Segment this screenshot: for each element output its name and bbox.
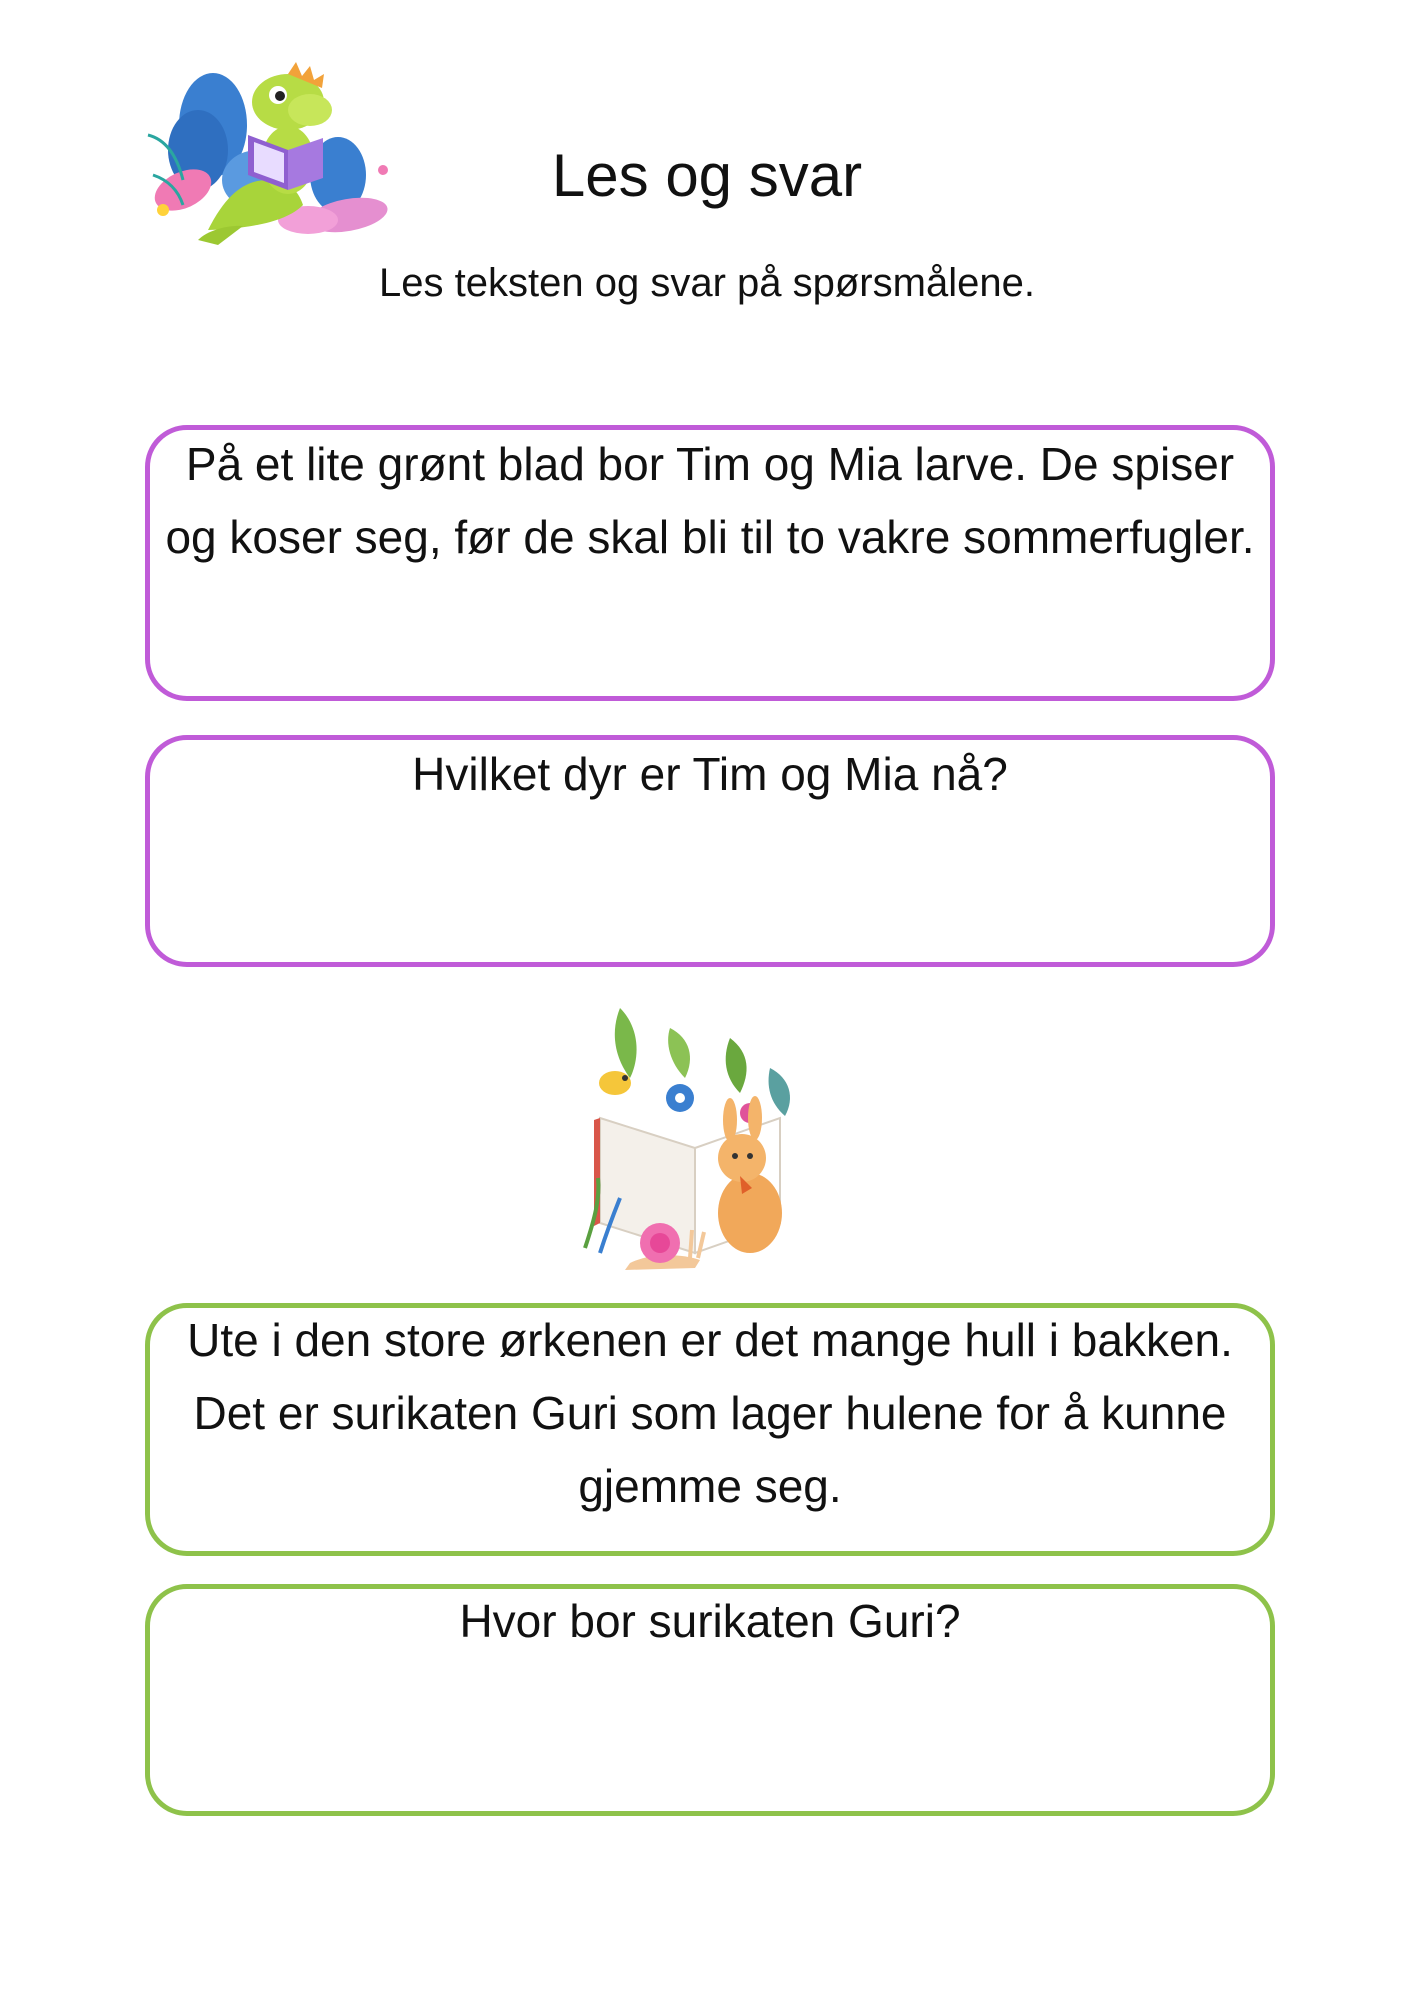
story-text-1: På et lite grønt blad bor Tim og Mia larve. De spiser og koser seg, før de skal bli til to vakre sommerfugler. (165, 438, 1255, 563)
story-box-1 (145, 425, 1275, 701)
bunny-snail-book-icon (580, 998, 830, 1278)
story-box-2 (145, 1303, 1275, 1556)
answer-box-2[interactable] (145, 1584, 1275, 1816)
answer-box-1[interactable] (145, 735, 1275, 967)
question-text-1: Hvilket dyr er Tim og Mia nå? (412, 748, 1008, 800)
page-subtitle: Les teksten og svar på spørsmålene. (379, 261, 1035, 305)
question-text-2: Hvor bor surikaten Guri? (459, 1595, 961, 1647)
story-text-2: Ute i den store ørkenen er det mange hull i bakken. Det er surikaten Guri som lager hulene for å kunne gjemme seg. (187, 1314, 1233, 1512)
page-title: Les og svar (551, 142, 863, 209)
